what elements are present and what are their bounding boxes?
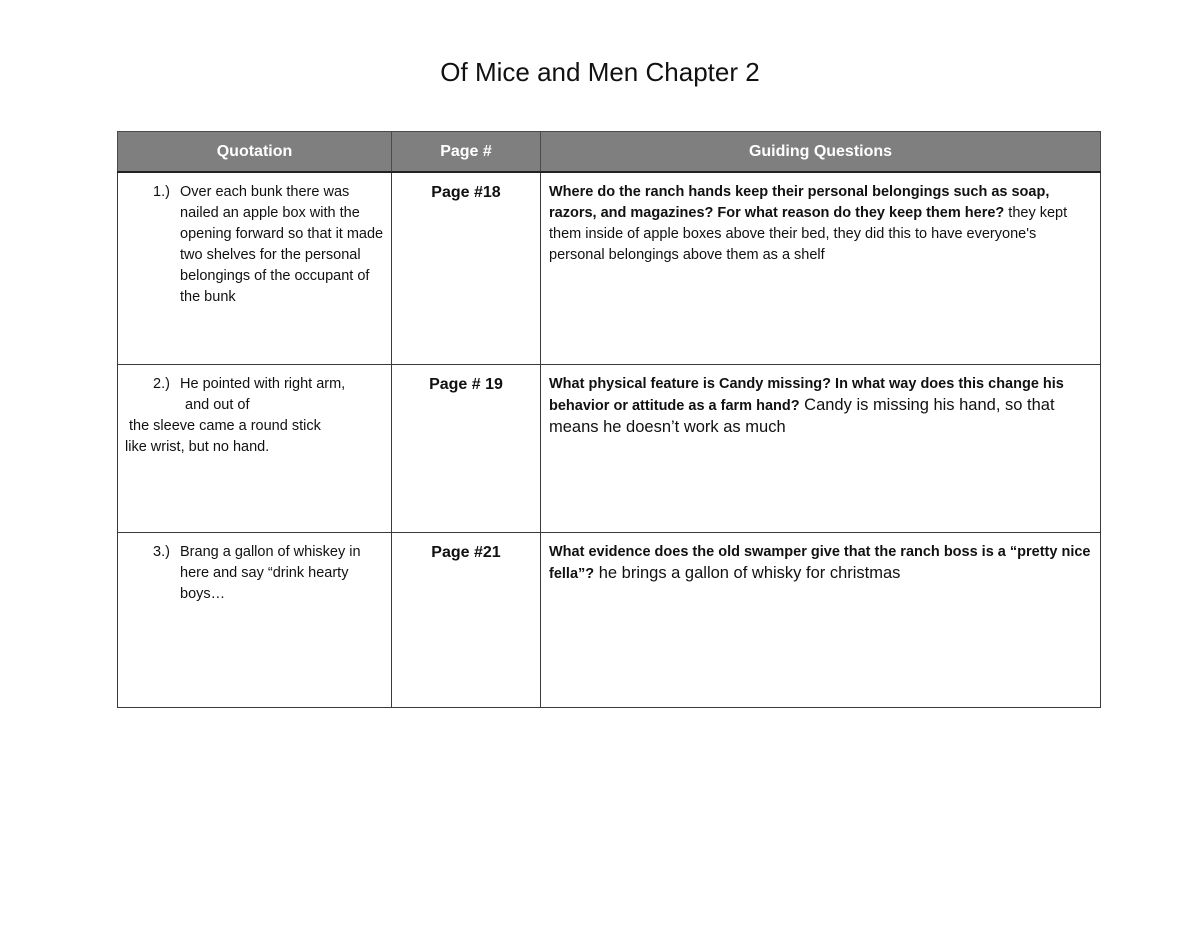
quotation-number: 2.) — [153, 376, 170, 392]
page-reference: Page #18 — [431, 184, 501, 201]
student-answer: he brings a gallon of whisky for christmas — [594, 564, 901, 582]
page-cell — [392, 533, 541, 708]
guiding-question-cell — [541, 533, 1101, 708]
page-cell — [392, 172, 541, 365]
page-reference: Page #21 — [431, 544, 501, 561]
header-guiding-questions: Guiding Questions — [541, 132, 1101, 173]
header-page: Page # — [392, 132, 541, 173]
guiding-question-cell — [541, 365, 1101, 533]
page-reference: Page # 19 — [429, 376, 503, 393]
quotation-line: He pointed with right arm, — [180, 376, 346, 392]
quotation-cell — [118, 533, 392, 708]
quotation-text: Over each bunk there was nailed an apple box with the opening forward so that it made two shelves for the personal belongings of the occupant of the bunk — [180, 184, 384, 305]
quotation-cell — [118, 172, 392, 365]
student-answer: Candy is missing his hand, so that means he doesn’t work as much — [549, 396, 1055, 436]
quotation-cell — [118, 365, 392, 533]
quotation-number: 3.) — [153, 544, 170, 560]
student-answer: they kept them inside of apple boxes above their bed, they did this to have everyone's personal belongings above them as a shelf — [549, 205, 1068, 263]
quotation-line: and out of — [185, 397, 250, 413]
guiding-question: What physical feature is Candy missing? In what way does this change his behavior or attitude as a farm hand? — [549, 376, 1064, 414]
quotation-text: Brang a gallon of whiskey in here and say “drink hearty boys… — [180, 544, 361, 602]
quotation-number: 1.) — [153, 184, 170, 200]
quotation-table — [117, 131, 1101, 708]
page-cell — [392, 365, 541, 533]
table-row — [118, 365, 1101, 533]
table-row — [118, 172, 1101, 365]
table-header-row — [118, 132, 1101, 173]
quotation-line: the sleeve came a round stick — [129, 418, 321, 434]
guiding-question-cell — [541, 172, 1101, 365]
header-quotation: Quotation — [118, 132, 392, 173]
quotation-line: like wrist, but no hand. — [125, 439, 270, 455]
table-row — [118, 533, 1101, 708]
guiding-question: Where do the ranch hands keep their personal belongings such as soap, razors, and magazines? For what reason do they keep them here? — [549, 184, 1050, 221]
document-title: Of Mice and Men Chapter 2 — [440, 57, 760, 87]
guiding-question: What evidence does the old swamper give that the ranch boss is a “pretty nice fella”? — [549, 544, 1091, 582]
